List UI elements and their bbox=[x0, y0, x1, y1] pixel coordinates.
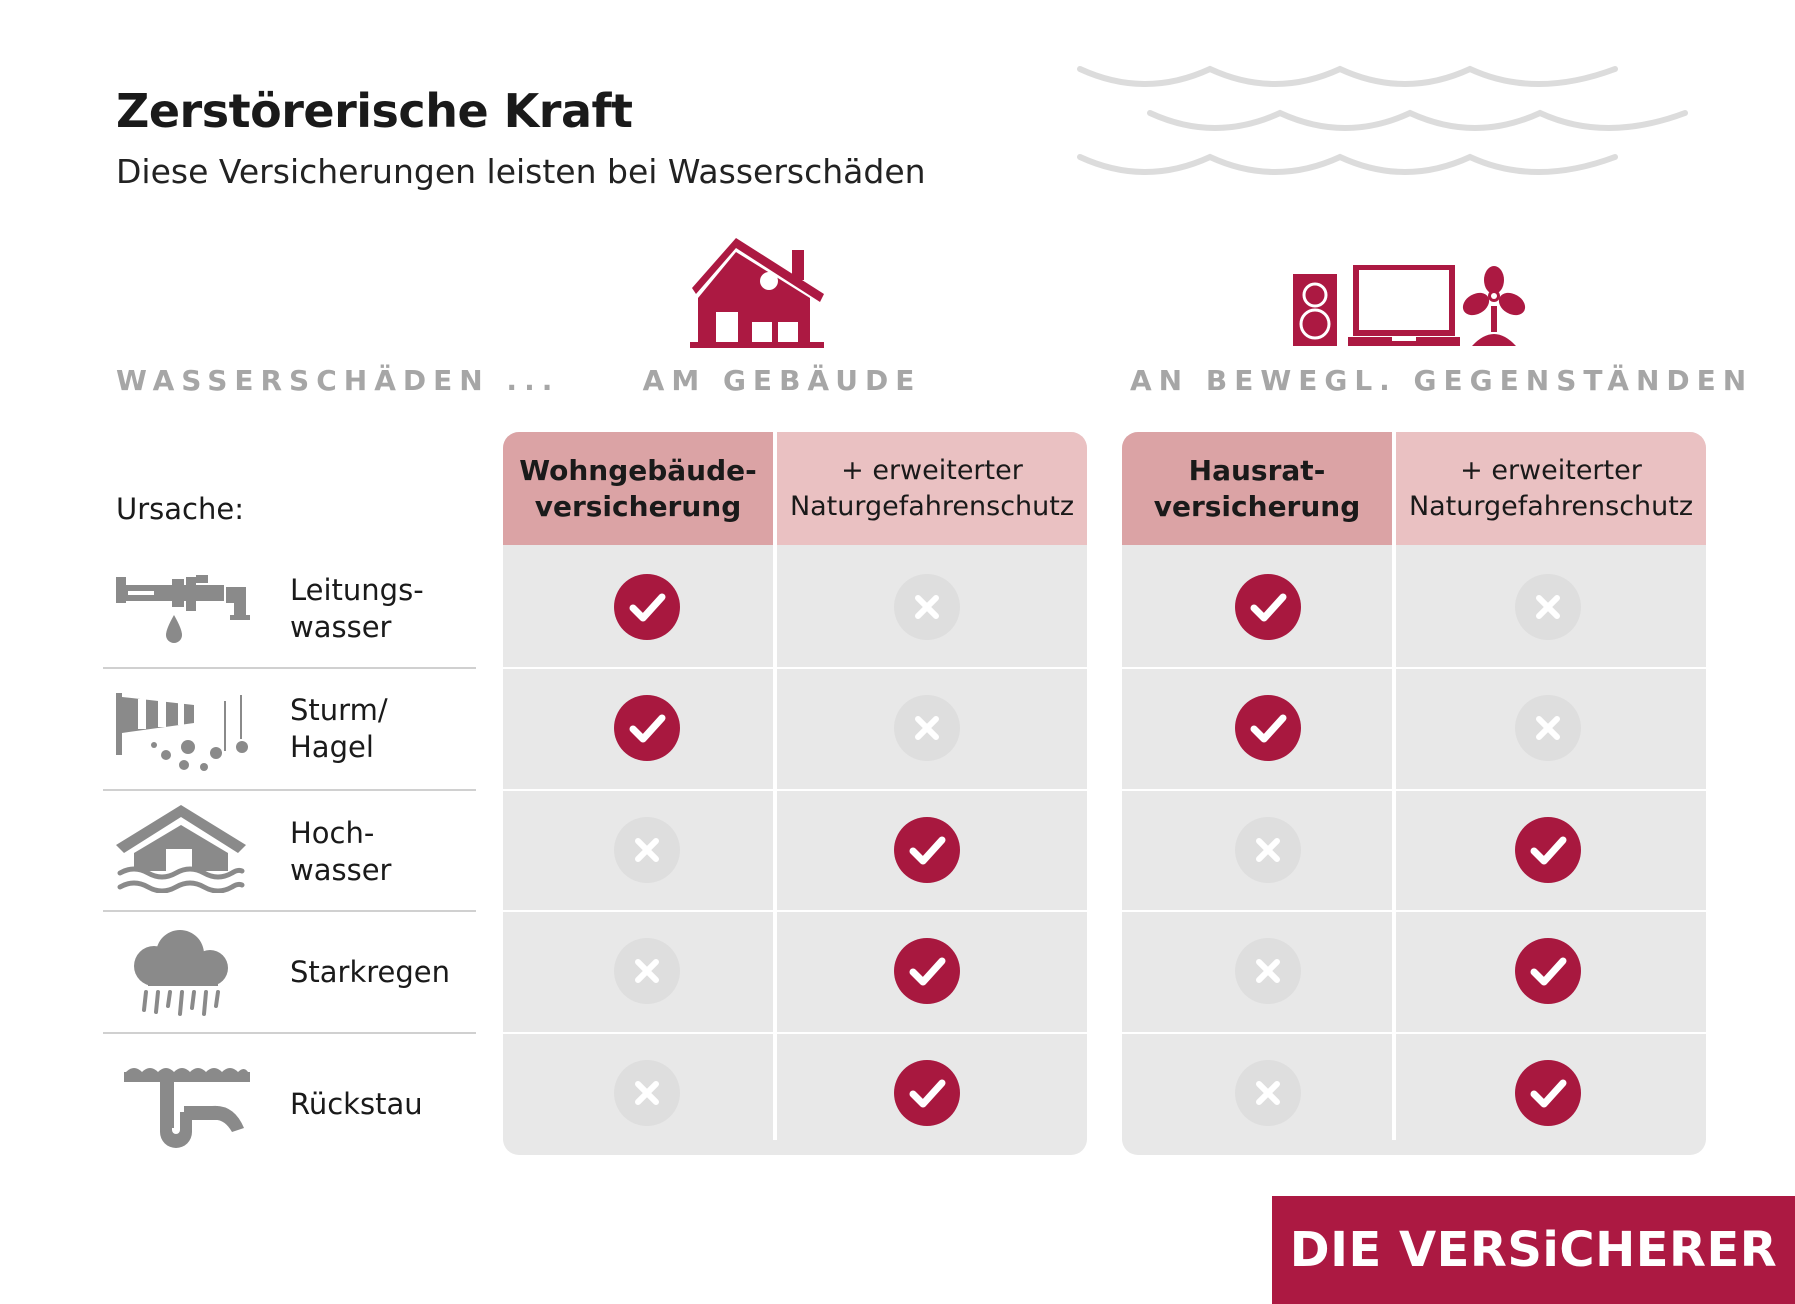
house-icon bbox=[690, 236, 824, 348]
col-header-wohngebaeude: Wohngebäude- versicherung bbox=[503, 432, 773, 545]
row-label-starkregen: Starkregen bbox=[290, 955, 451, 989]
col-header-naturgefahren-contents: + erweiterter Naturgefahrenschutz bbox=[1396, 432, 1706, 545]
check-icon bbox=[613, 573, 681, 641]
check-icon bbox=[893, 816, 961, 884]
row-label-hochwasser: Hoch- wasser bbox=[290, 816, 392, 887]
cross-icon bbox=[613, 816, 681, 884]
col-header-naturgefahren-building: + erweiterter Naturgefahrenschutz bbox=[777, 432, 1087, 545]
page-subtitle: Diese Versicherungen leisten bei Wasserschäden bbox=[116, 152, 926, 191]
row-separator bbox=[103, 910, 476, 912]
cross-icon bbox=[1234, 937, 1302, 1005]
col-header-hausrat: Hausrat- versicherung bbox=[1122, 432, 1392, 545]
row-divider bbox=[503, 910, 1087, 912]
cross-icon bbox=[613, 937, 681, 1005]
section-header-damages: WASSERSCHÄDEN ... bbox=[116, 364, 560, 397]
row-label-sturm-hagel: Sturm/ Hagel bbox=[290, 693, 388, 764]
row-divider bbox=[1122, 667, 1706, 669]
check-icon bbox=[893, 937, 961, 1005]
check-icon bbox=[1514, 937, 1582, 1005]
brand-logo: DIE VERSiCHERER bbox=[1272, 1196, 1795, 1304]
drain-backflow-icon bbox=[124, 1064, 250, 1148]
cross-icon bbox=[1514, 573, 1582, 641]
row-label-leitungswasser: Leitungs- wasser bbox=[290, 573, 424, 644]
page-title: Zerstörerische Kraft bbox=[116, 84, 633, 138]
speaker-icon bbox=[1292, 273, 1338, 347]
row-separator bbox=[103, 1032, 476, 1034]
row-separator bbox=[103, 667, 476, 669]
check-icon bbox=[1514, 1059, 1582, 1127]
row-divider bbox=[1122, 789, 1706, 791]
check-icon bbox=[613, 694, 681, 762]
row-label-rueckstau: Rückstau bbox=[290, 1087, 423, 1121]
cross-icon bbox=[613, 1059, 681, 1127]
building-insurance-panel bbox=[503, 432, 1087, 1155]
cross-icon bbox=[1234, 816, 1302, 884]
row-divider bbox=[503, 1032, 1087, 1034]
section-header-contents: AN BEWEGL. GEGENSTÄNDEN bbox=[1130, 364, 1754, 397]
check-icon bbox=[1234, 694, 1302, 762]
cross-icon bbox=[893, 573, 961, 641]
check-icon bbox=[1514, 816, 1582, 884]
cross-icon bbox=[1234, 1059, 1302, 1127]
cross-icon bbox=[893, 694, 961, 762]
pipe-drip-icon bbox=[116, 575, 250, 645]
row-divider bbox=[503, 667, 1087, 669]
row-divider bbox=[1122, 1032, 1706, 1034]
check-icon bbox=[893, 1059, 961, 1127]
row-divider bbox=[1122, 910, 1706, 912]
waves-icon bbox=[1075, 55, 1695, 205]
windsock-hail-icon bbox=[116, 693, 250, 771]
flooded-house-icon bbox=[116, 805, 246, 893]
section-header-building: AM GEBÄUDE bbox=[642, 364, 922, 397]
row-divider bbox=[503, 789, 1087, 791]
contents-insurance-panel bbox=[1122, 432, 1706, 1155]
cause-label: Ursache: bbox=[116, 492, 244, 526]
fan-icon bbox=[1462, 266, 1526, 348]
row-separator bbox=[103, 789, 476, 791]
check-icon bbox=[1234, 573, 1302, 641]
cross-icon bbox=[1514, 694, 1582, 762]
laptop-icon bbox=[1348, 265, 1460, 347]
rain-cloud-icon bbox=[128, 930, 234, 1016]
